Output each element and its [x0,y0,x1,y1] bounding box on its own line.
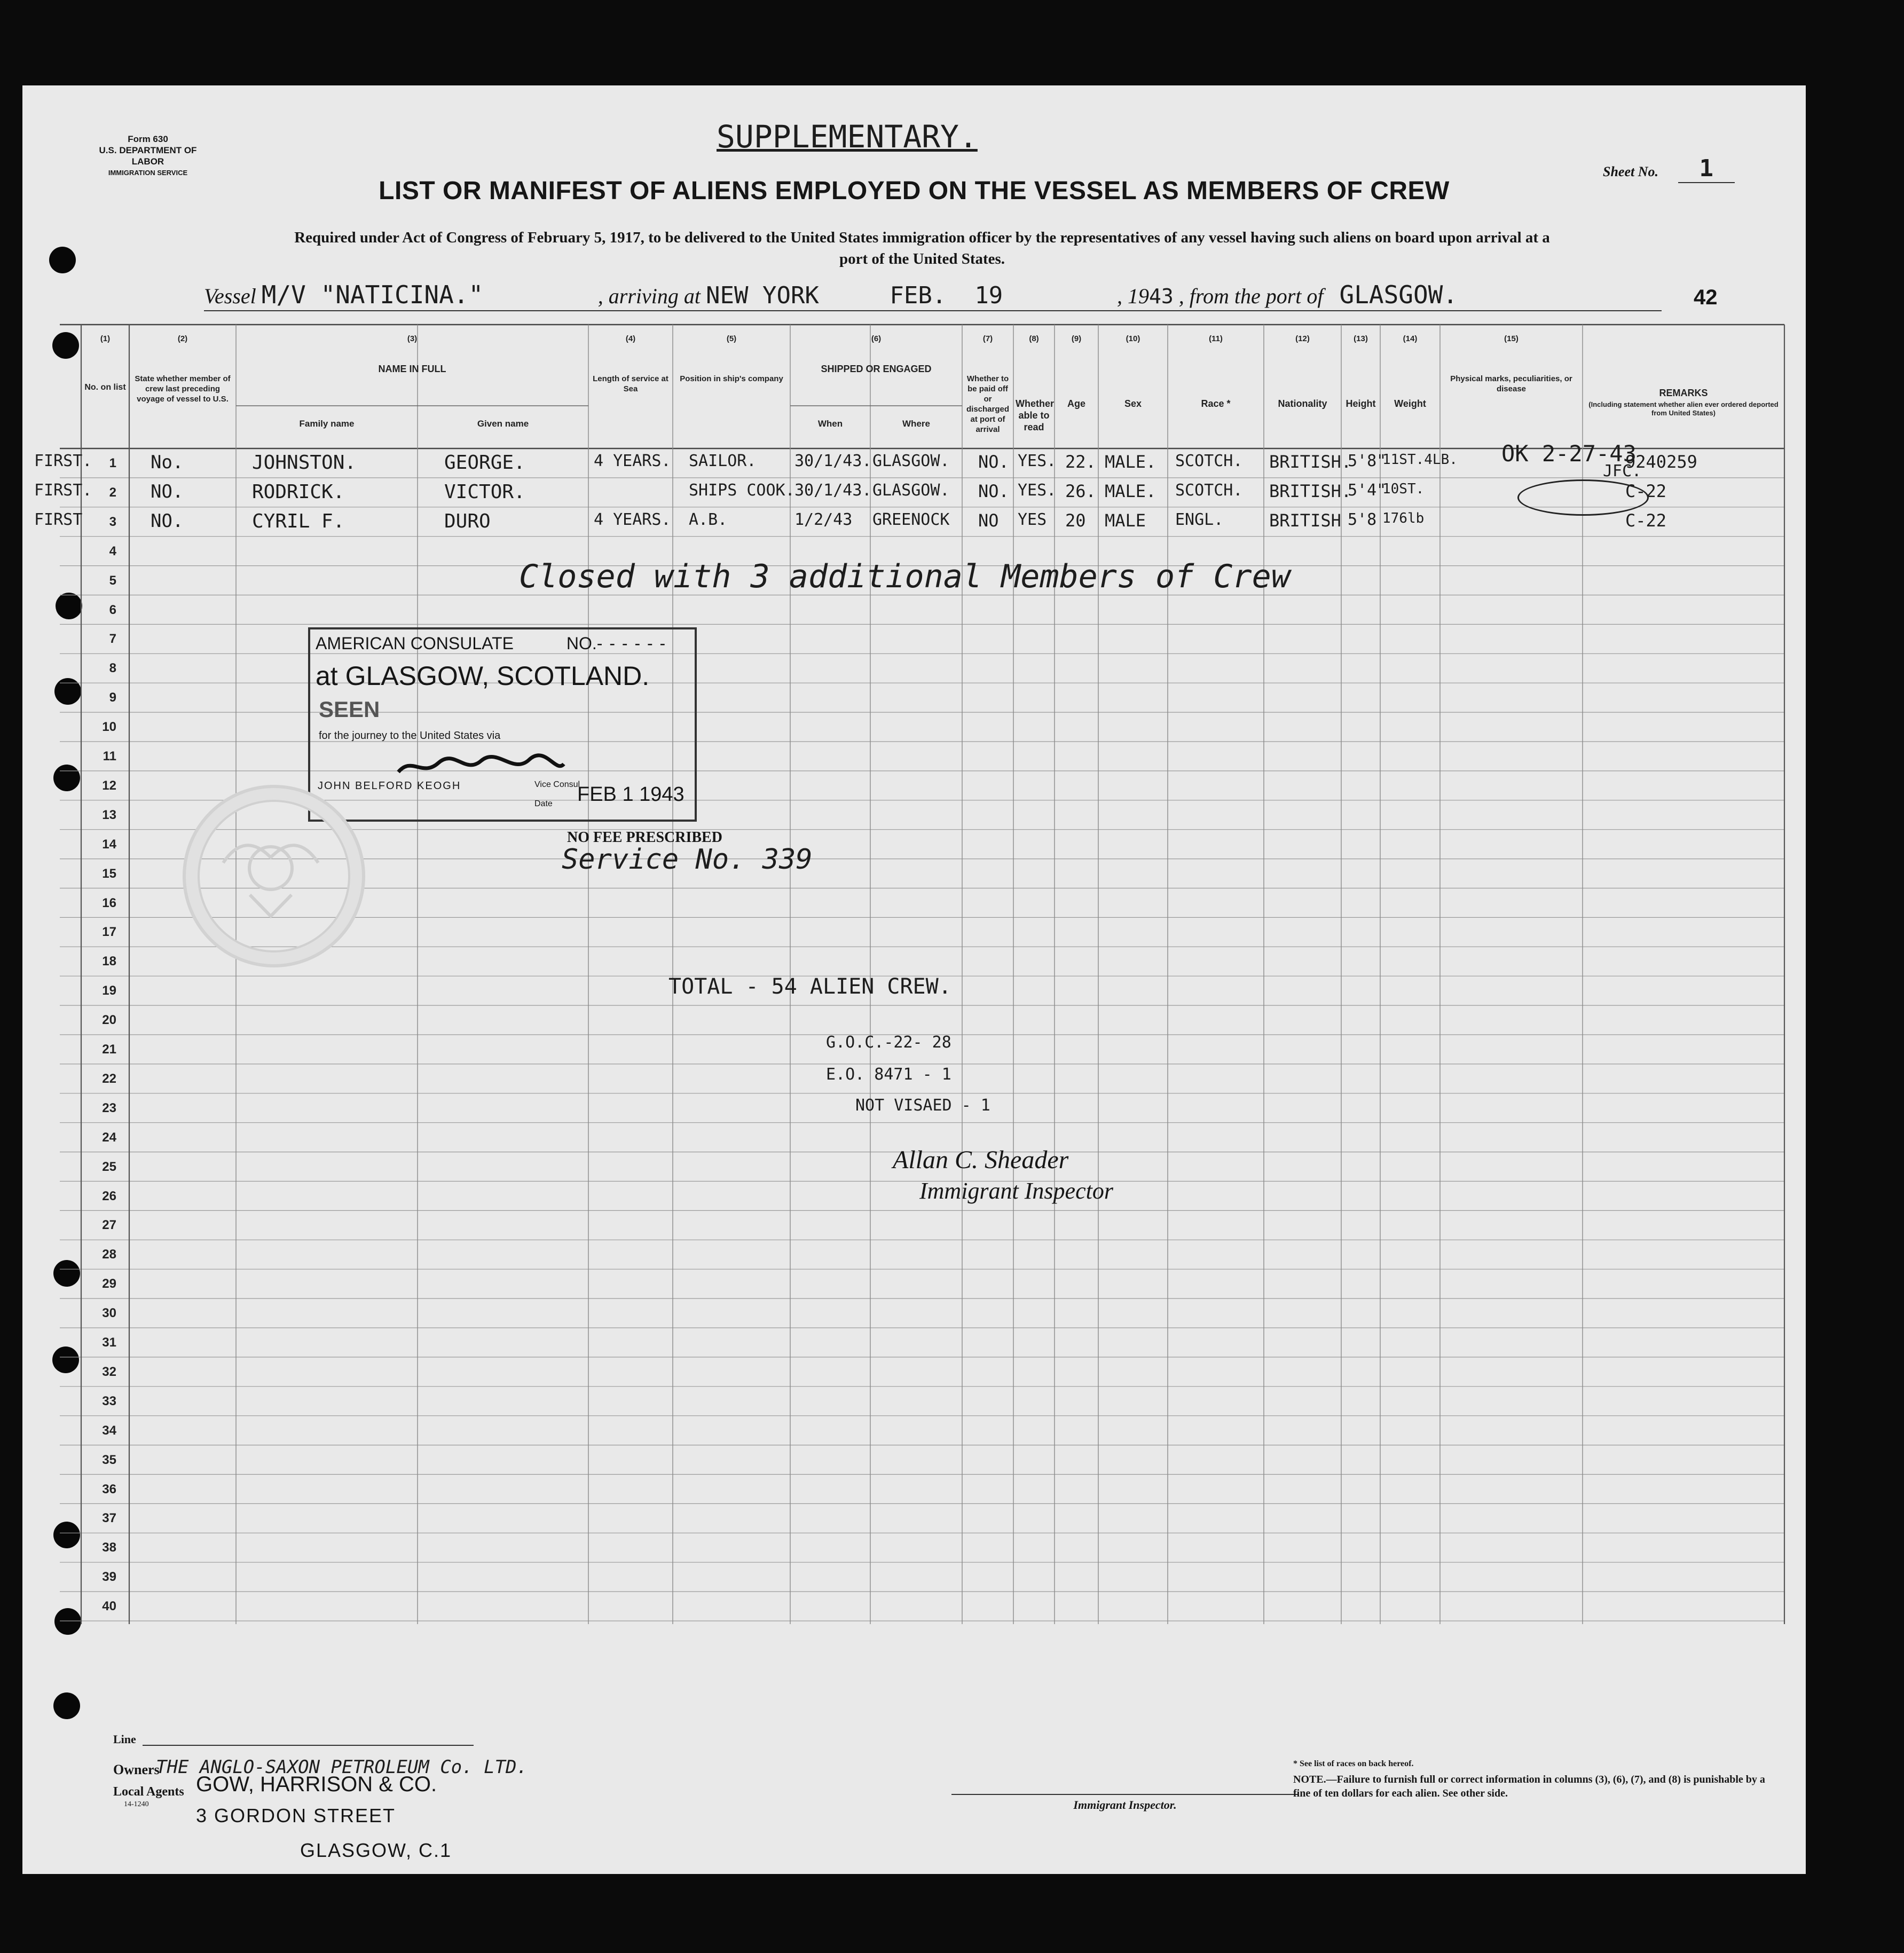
crew-when: 1/2/43 [794,510,853,529]
row-number: 13 [102,807,116,822]
agents-label: Local Agents [113,1785,184,1799]
crew-sex: MALE. [1105,481,1156,501]
manifest-sheet [22,85,1806,1874]
column-number: (4) [625,334,636,343]
row-number: 23 [102,1100,116,1115]
column-subheader: When [817,419,843,429]
ok-initials: JFC. [1603,462,1642,481]
form-number: Form 630 [128,134,168,144]
column-number: (6) [871,334,882,343]
from-port: GLASGOW. [1339,280,1458,309]
column-number: (11) [1209,334,1223,343]
row-number: 33 [102,1393,116,1408]
crew-given: GEORGE. [444,452,525,474]
column-header: No. on list [84,383,126,392]
total-note: TOTAL - 54 ALIEN CREW. [668,974,951,999]
row-number: 2 [109,485,116,500]
column-number: (3) [407,334,418,343]
row-number: 15 [102,866,116,881]
vessel-label: Vessel [204,284,256,308]
crew-remarks: C-22 [1625,510,1667,531]
crew-side: FIRST. [34,452,92,470]
crew-family: RODRICK. [252,481,345,503]
crew-prev: No. [151,452,184,473]
crew-paid: NO. [978,452,1009,472]
requirement-line-1: Required under Act of Congress of February 5, 1917, to be delivered to the United States immigration officer by the representatives of any vessel having such aliens on board upon arrival at a [294,229,1550,246]
agents-line-1: GOW, HARRISON & CO. [196,1773,437,1796]
row-number: 16 [102,895,116,910]
column-header: Race * [1201,398,1231,409]
year-value: 43 [1149,285,1174,308]
owners-label: Owners [113,1762,160,1777]
column-number: (7) [982,334,993,343]
sheet-label: Sheet No. [1603,164,1658,179]
crew-height: 5'8 [1348,510,1377,529]
crew-service: 4 YEARS. [594,452,671,470]
column-number: (1) [100,334,111,343]
crew-height: 5'4" [1348,481,1387,500]
crew-where: GREENOCK [872,510,950,529]
department: U.S. DEPARTMENT OF LABOR [99,145,197,167]
crew-side: FIRST [34,510,83,529]
row-number: 34 [102,1423,116,1438]
row-number: 10 [102,720,116,735]
consulate-stamp [308,627,697,822]
consulate-title: AMERICAN CONSULATE NO.- - - - - - [316,634,667,653]
arriving-label: , arriving at [597,284,701,308]
line-label: Line [113,1732,136,1746]
crew-race: ENGL. [1175,510,1224,529]
crew-family: JOHNSTON. [252,452,357,474]
crew-given: VICTOR. [444,481,525,503]
column-number: (13) [1354,334,1368,343]
consulate-location: at GLASGOW, SCOTLAND. [316,661,650,691]
crew-side: FIRST. [34,481,92,500]
page-number: 42 [1694,286,1718,309]
row-number: 6 [109,602,116,617]
race-note: * See list of races on back hereof. [1293,1759,1414,1768]
journey-text: for the journey to the United States via [319,730,501,742]
from-label: , from the port of [1178,284,1324,308]
row-number: 32 [102,1364,116,1379]
row-number: 31 [102,1335,116,1350]
eagle-icon [186,788,356,958]
column-header: Weight [1394,398,1426,409]
crew-remarks: 9240259 [1625,452,1697,472]
row-number: 12 [102,778,116,793]
crew-weight: 10ST. [1382,481,1425,497]
arriving-value: NEW YORK FEB. 19 [706,282,1003,309]
remarks-note: (Including statement whether alien ever ordered deported from United States) [1588,400,1779,417]
row-number: 11 [103,749,116,763]
column-header: SHIPPED OR ENGAGED [821,364,932,374]
consul-title: Vice Consul [534,780,580,789]
inspector-signature: Allan C. Sheader [893,1146,1069,1174]
crew-given: DURO [444,510,491,532]
crew-read: YES [1018,510,1047,529]
row-number: 24 [102,1130,116,1145]
column-header: Position in ship's company [680,374,783,383]
agents-code: 14-1240 [124,1800,149,1808]
consulate-line-1: AMERICAN CONSULATE [316,634,514,653]
crew-family: CYRIL F. [252,510,345,532]
row-number: 3 [109,514,116,529]
row-number: 35 [102,1452,116,1467]
row-number: 37 [102,1511,116,1526]
crew-prev: NO. [151,510,184,532]
row-number: 9 [109,690,116,705]
supplementary-note: SUPPLEMENTARY. [717,119,978,155]
requirement-line-2: port of the United States. [839,250,1005,267]
crew-weight: 11ST.4LB. [1382,452,1458,468]
crew-paid: NO. [978,481,1009,501]
crew-weight: 176lb [1382,510,1425,526]
column-header: NAME IN FULL [378,364,446,374]
crew-position: SHIPS COOK. [689,481,795,500]
column-header: Sex [1124,398,1142,409]
row-number: 8 [109,661,116,676]
column-header: Age [1067,398,1085,409]
crew-remarks: C-22 [1625,481,1667,501]
inspector-signature-title: Immigrant Inspector [919,1178,1113,1204]
consul-signature [396,753,567,780]
crew-service: 4 YEARS. [594,510,671,529]
crew-age: 26. [1065,481,1096,501]
embossed-seal [183,785,365,967]
column-number: (10) [1126,334,1140,343]
crew-age: 20 [1065,510,1086,531]
stamp-date: FEB 1 1943 [577,783,685,806]
row-number: 39 [102,1570,116,1585]
page-title: LIST OR MANIFEST OF ALIENS EMPLOYED ON THE VESSEL AS MEMBERS OF CREW [379,177,1450,205]
row-number: 36 [102,1482,116,1497]
crew-where: GLASGOW. [872,452,950,470]
column-number: (2) [177,334,188,343]
crew-prev: NO. [151,481,184,502]
row-number: 19 [102,983,116,998]
agents-line-2: 3 GORDON STREET [196,1805,396,1826]
circled-mark [1517,479,1649,516]
crew-when: 30/1/43. [794,481,872,500]
year-prefix: , 19 [1117,284,1149,308]
row-number: 17 [102,925,116,940]
row-number: 21 [102,1042,116,1057]
service: IMMIGRATION SERVICE [108,169,188,177]
column-header: Nationality [1278,398,1327,409]
column-header: Whether able to read [1016,398,1054,432]
column-header: Physical marks, peculiarities, or disease [1450,374,1572,393]
crew-race: SCOTCH. [1175,481,1243,500]
column-subheader: Family name [299,419,355,429]
row-number: 20 [102,1013,116,1028]
column-number: (9) [1071,334,1082,343]
row-number: 29 [102,1277,116,1292]
vessel-name: M/V "NATICINA." [261,280,484,309]
row-number: 26 [102,1188,116,1203]
row-number: 28 [102,1247,116,1262]
inspector-underline [951,1794,1299,1795]
not-visaed-note: NOT VISAED - 1 [855,1096,990,1115]
sheet-value: 1 [1678,155,1735,183]
column-header: Length of service at Sea [593,374,668,393]
owners-value: THE ANGLO-SAXON PETROLEUM Co. LTD. [156,1757,528,1778]
column-header: Whether to be paid off or discharged at port of arrival [966,374,1010,434]
column-number: (15) [1504,334,1519,343]
column-number: (14) [1403,334,1418,343]
crew-height: 5'8" [1348,452,1387,470]
column-header: State whether member of crew last preceding voyage of vessel to U.S. [135,374,231,404]
crew-nationality: BRITISH. [1269,452,1352,472]
crew-paid: NO [978,510,999,531]
column-number: (12) [1295,334,1310,343]
ok-note: OK 2-27-43 [1501,440,1637,467]
crew-position: SAILOR. [689,452,757,470]
service-number: Service No. 339 [562,844,813,876]
row-number: 14 [102,837,116,852]
eo-note: E.O. 8471 - 1 [826,1065,951,1084]
goc-note: G.O.C.-22- 28 [826,1033,951,1052]
row-number: 25 [102,1159,116,1174]
crew-sex: MALE [1105,510,1146,531]
nota-text: NOTE.—Failure to furnish full or correct information in columns (3), (6), (7), and (8) is punishable by a fine of ten dollars for each alien. See other side. [1293,1774,1765,1799]
crew-where: GLASGOW. [872,481,950,500]
column-header: Height [1346,398,1376,409]
column-subheader: Given name [477,419,529,429]
row-number: 22 [102,1071,116,1086]
row-number: 18 [102,954,116,969]
consul-name: JOHN BELFORD KEOGH [318,780,461,792]
line-underline [143,1745,474,1746]
row-number: 38 [102,1540,116,1555]
row-number: 40 [102,1599,116,1614]
inspector-label: Immigrant Inspector. [1073,1798,1177,1812]
closed-note: Closed with 3 additional Members of Crew [519,558,1291,595]
row-number: 7 [109,632,116,647]
row-number: 27 [102,1218,116,1233]
crew-when: 30/1/43. [794,452,872,470]
seen-mark: SEEN [319,697,380,722]
row-number: 5 [109,573,116,588]
column-number: (5) [726,334,737,343]
date-label: Date [534,799,553,808]
column-subheader: Where [902,419,930,429]
column-number: (8) [1029,334,1039,343]
crew-position: A.B. [689,510,728,529]
agents-line-3: GLASGOW, C.1 [300,1839,452,1861]
row-number: 30 [102,1306,116,1321]
row-number: 4 [109,544,116,558]
crew-nationality: BRITISH [1269,510,1341,531]
crew-age: 22. [1065,452,1096,472]
crew-nationality: BRITISH. [1269,481,1352,501]
column-header: REMARKS [1659,388,1708,398]
fee-text: NO FEE PRESCRIBED [567,829,722,846]
crew-read: YES. [1018,452,1057,470]
row-number: 1 [109,456,116,470]
consulate-no-label: NO. [566,634,597,653]
crew-read: YES. [1018,481,1057,500]
crew-sex: MALE. [1105,452,1156,472]
crew-race: SCOTCH. [1175,452,1243,470]
